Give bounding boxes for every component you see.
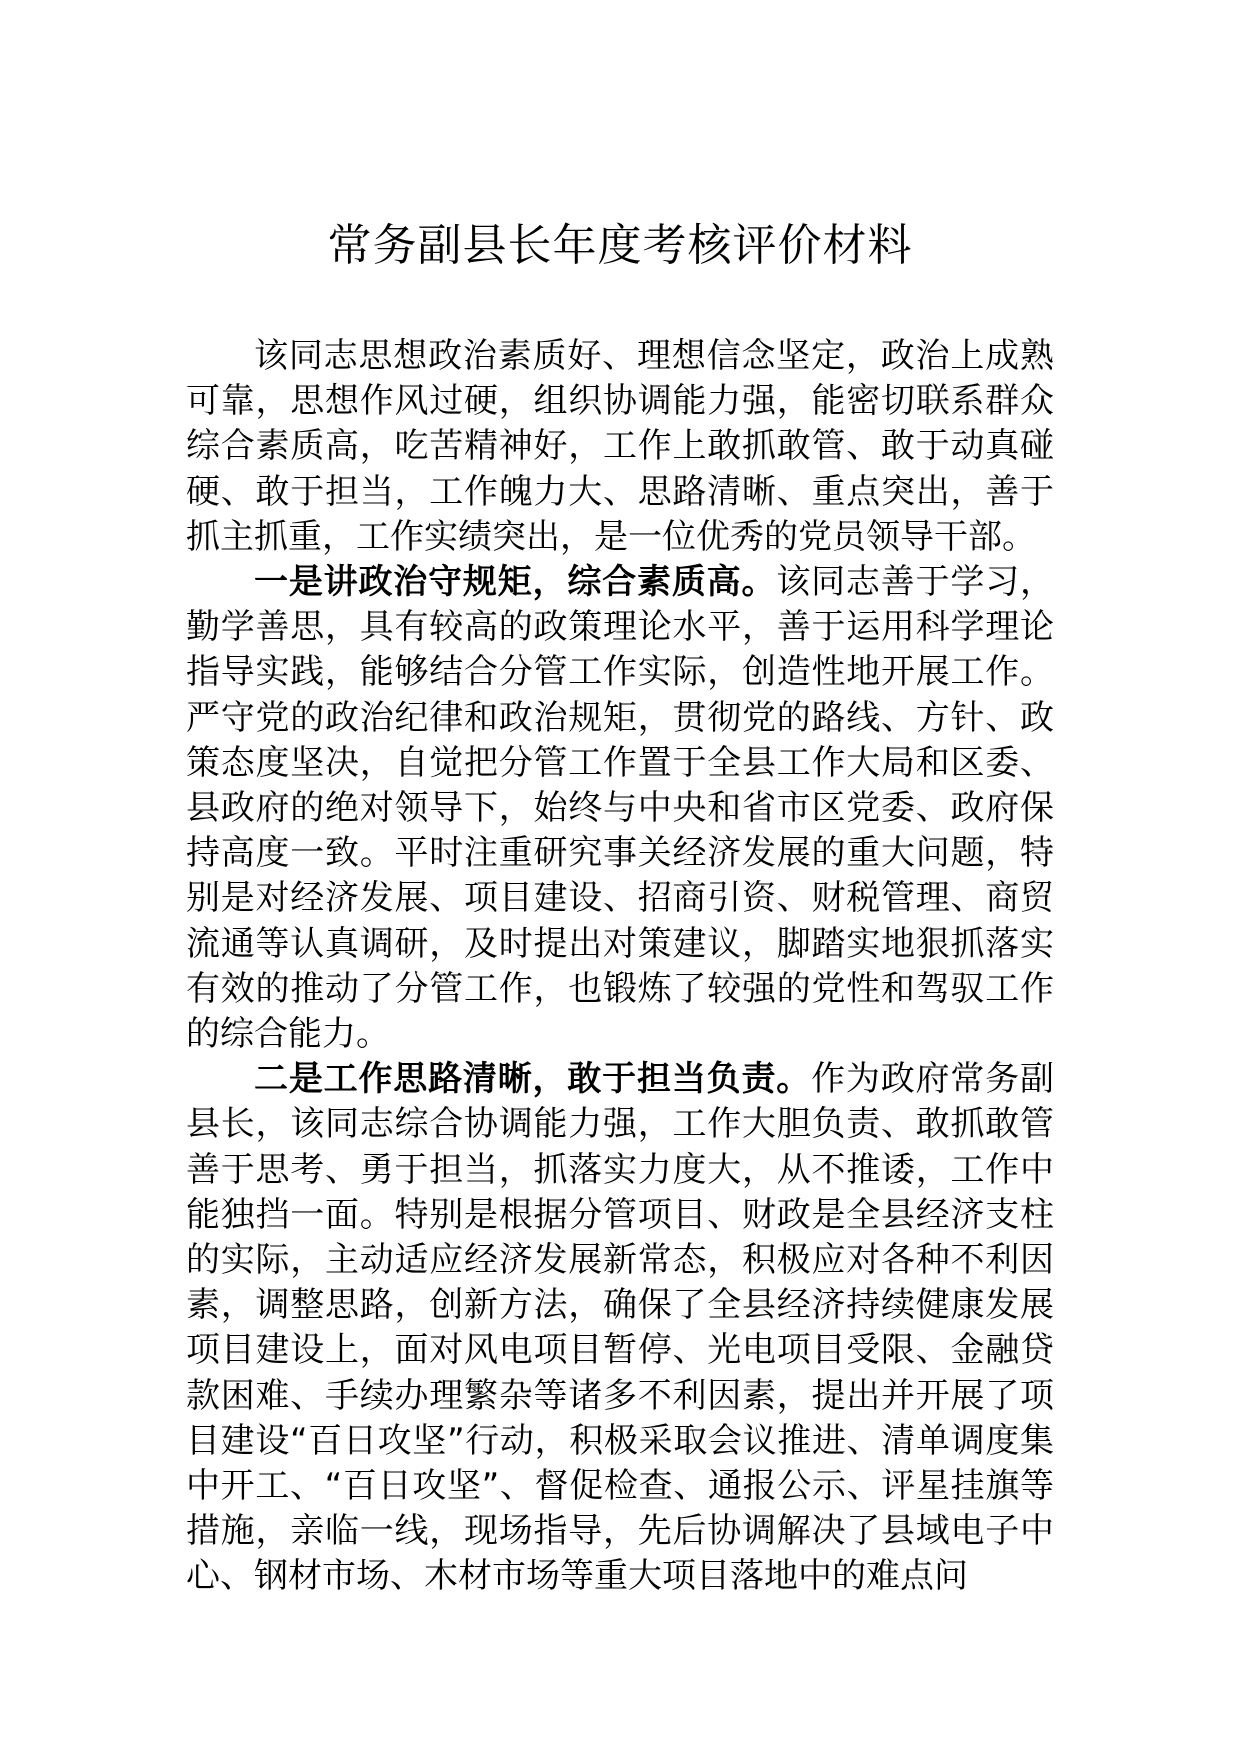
paragraph-1: [186, 334, 1054, 560]
paragraph-2-text: 该同志善于学习，勤学善思，具有较高的政策理论水平，善于运用科学理论指导实践，能够结合分管工作实际，创造性地开展工作。严守党的政治纪律和政治规矩，贯彻党的路线、方针、政策态度坚决，自觉把分管工作置于全县工作大局和区委、县政府的绝对领导下，始终与中央和省市区党委、政府保持高度一致。平时注重研究事关经济发展的重大问题，特别是对经济发展、项目建设、招商引资、财税管理、商贸流通等认真调研，及时提出对策建议，脚踏实地狠抓落实有效的推动了分管工作，也锻炼了较强的党性和驾驭工作的综合能力。: [186, 562, 1055, 1055]
document-body: [186, 334, 1054, 1600]
document-title: 常务副县长年度考核评价材料: [327, 220, 913, 271]
paragraph-3: [186, 1057, 1054, 1599]
paragraph-3-text: 作为政府常务副县长，该同志综合协调能力强，工作大胆负责、敢抓敢管善于思考、勇于担当，抓落实力度大，从不推诿，工作中能独挡一面。特别是根据分管项目、财政是全县经济支柱的实际，主动适应经济发展新常态，积极应对各种不利因素，调整思路，创新方法，确保了全县经济持续健康发展项目建设上，面对风电项目暂停、光电项目受限、金融贷款困难、手续办理繁杂等诸多不利因素，提出并开展了项目建设“百日攻坚”行动，积极采取会议推进、清单调度集中开工、“百日攻坚”、督促检查、通报公示、评星挂旗等措施，亲临一线，现场指导，先后协调解决了县域电子中心、钢材市场、木材市场等重大项目落地中的难点问: [186, 1059, 1055, 1597]
paragraph-1-text: 该同志思想政治素质好、理想信念坚定，政治上成熟可靠，思想作风过硬，组织协调能力强，能密切联系群众综合素质高，吃苦精神好，工作上敢抓敢管、敢于动真碰硬、敢于担当，工作魄力大、思路清晰、重点突出，善于抓主抓重，工作实绩突出，是一位优秀的党员领导干部。: [186, 336, 1054, 557]
paragraph-3-lead: 二是工作思路清晰，敢于担当负责。: [254, 1059, 812, 1100]
paragraph-2: [186, 560, 1054, 1057]
paragraph-2-lead: 一是讲政治守规矩，综合素质高。: [254, 562, 777, 603]
